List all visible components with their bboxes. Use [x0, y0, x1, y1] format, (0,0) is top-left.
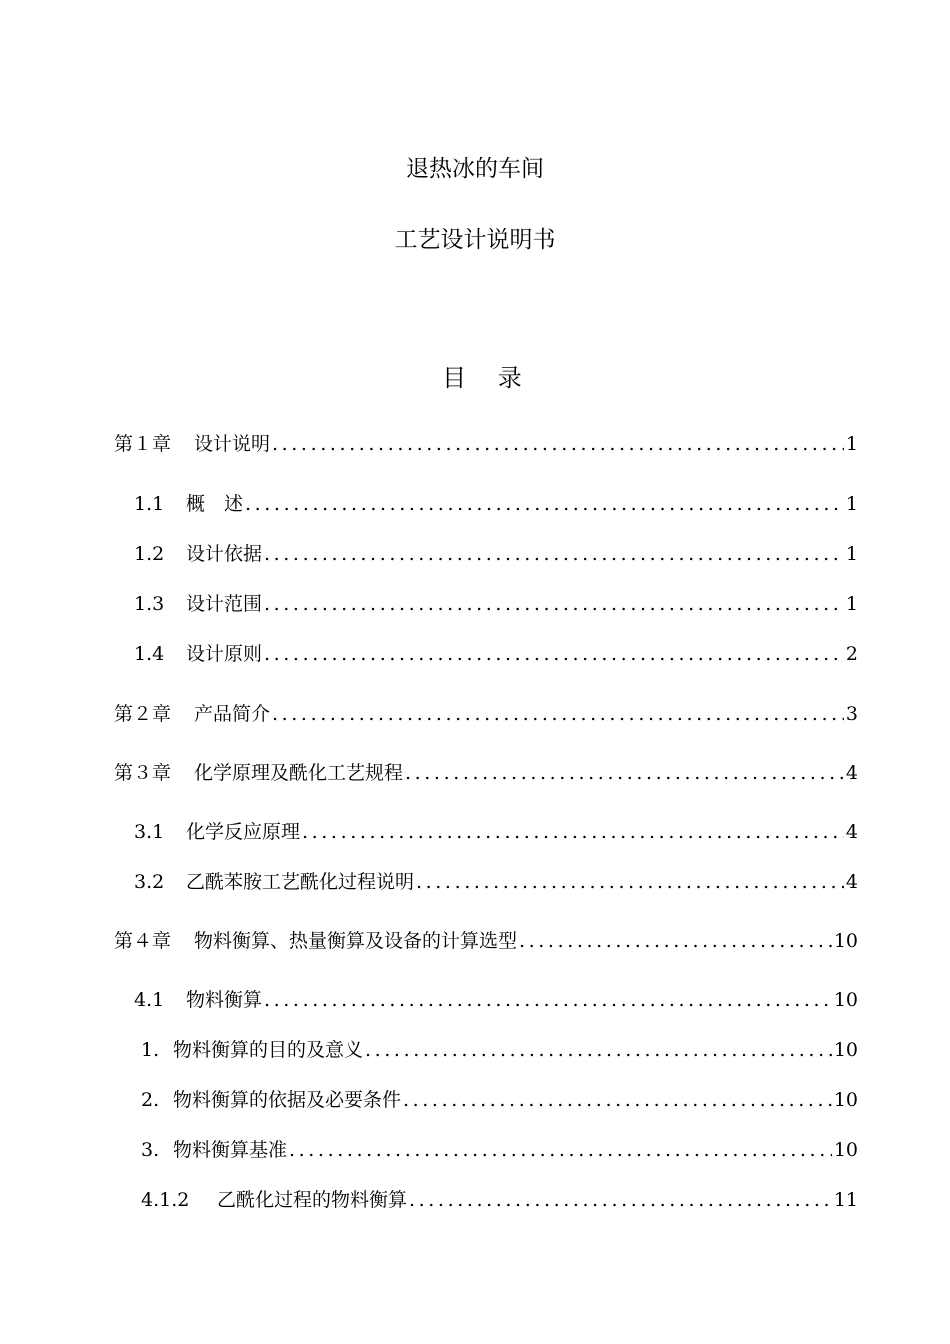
toc-entry-page: 10	[833, 1089, 858, 1111]
toc-entry[interactable]	[114, 759, 858, 787]
toc-dot-leader	[264, 986, 832, 1014]
toc-entry-page: 4	[845, 821, 858, 843]
toc-dot-leader	[409, 1186, 832, 1214]
toc-entry-title: 物料衡算	[186, 989, 263, 1011]
toc-entry-page: 1	[845, 433, 858, 455]
toc-entry[interactable]	[134, 986, 858, 1014]
toc-entry-title: 物料衡算的目的及意义	[173, 1039, 364, 1061]
toc-dot-leader	[264, 640, 844, 668]
toc-entry-title: 设计范围	[186, 593, 263, 615]
toc-entry-number: 4.1	[134, 989, 165, 1011]
toc-heading: 目 录	[442, 364, 534, 392]
toc-dot-leader	[416, 868, 844, 896]
toc-entry-number: 1.4	[134, 643, 165, 665]
toc-entry[interactable]	[141, 1086, 858, 1114]
toc-dot-leader	[245, 490, 844, 518]
toc-entry-number: 1.3	[134, 593, 165, 615]
toc-entry-page: 2	[845, 643, 858, 665]
toc-dot-leader	[264, 540, 844, 568]
toc-entry-number: 第３章	[114, 762, 172, 784]
toc-entry-number: 第２章	[114, 703, 172, 725]
toc-entry-page: 10	[833, 930, 858, 952]
toc-entry-title: 物料衡算、热量衡算及设备的计算选型	[194, 930, 518, 952]
toc-entry-number: 1.2	[134, 543, 165, 565]
toc-entry-page: 11	[833, 1189, 858, 1211]
toc-entry[interactable]	[141, 1036, 858, 1064]
toc-entry-page: 4	[845, 762, 858, 784]
toc-entry-page: 4	[845, 871, 858, 893]
toc-entry-title: 物料衡算的依据及必要条件	[173, 1089, 402, 1111]
toc-entry[interactable]	[114, 430, 858, 458]
toc-entry-title: 产品简介	[194, 703, 271, 725]
toc-entry[interactable]	[141, 1136, 858, 1164]
toc-entry-title: 乙酰化过程的物料衡算	[217, 1189, 408, 1211]
toc-entry-number: 3.1	[134, 821, 165, 843]
toc-entry-number: 4.1.2	[141, 1189, 190, 1211]
toc-entry-page: 10	[833, 989, 858, 1011]
toc-entry-page: 10	[833, 1139, 858, 1161]
toc-entry-number: 1.	[141, 1039, 160, 1061]
toc-dot-leader	[272, 700, 844, 728]
toc-entry[interactable]	[141, 1186, 858, 1214]
toc-entry[interactable]	[114, 700, 858, 728]
toc-entry[interactable]	[114, 927, 858, 955]
toc-entry-title: 设计说明	[194, 433, 271, 455]
toc-entry-number: 1.1	[134, 493, 165, 515]
toc-entry-number: 第１章	[114, 433, 172, 455]
toc-entry-number: 第４章	[114, 930, 172, 952]
toc-dot-leader	[403, 1086, 832, 1114]
toc-entry-title: 化学原理及酰化工艺规程	[194, 762, 404, 784]
toc-entry-page: 1	[845, 593, 858, 615]
toc-entry[interactable]	[134, 868, 858, 896]
toc-entry[interactable]	[134, 590, 858, 618]
toc-entry-page: 1	[845, 493, 858, 515]
toc-entry-page: 1	[845, 543, 858, 565]
toc-entry-title: 乙酰苯胺工艺酰化过程说明	[186, 871, 415, 893]
toc-entry[interactable]	[134, 490, 858, 518]
toc-entry-page: 10	[833, 1039, 858, 1061]
toc-entry-title: 设计原则	[186, 643, 263, 665]
toc-dot-leader	[405, 759, 844, 787]
document-title: 退热冰的车间	[406, 156, 544, 182]
toc-entry-number: 3.2	[134, 871, 165, 893]
toc-entry[interactable]	[134, 540, 858, 568]
toc-entry-number: 2.	[141, 1089, 160, 1111]
toc-entry-page: 3	[845, 703, 858, 725]
toc-entry[interactable]	[134, 818, 858, 846]
document-subtitle: 工艺设计说明书	[394, 227, 556, 253]
toc-entry-title: 设计依据	[186, 543, 263, 565]
toc-dot-leader	[519, 927, 832, 955]
toc-dot-leader	[289, 1136, 832, 1164]
toc-entry-title: 物料衡算基准	[173, 1139, 288, 1161]
toc-dot-leader	[302, 818, 844, 846]
toc-entry-number: 3.	[141, 1139, 160, 1161]
toc-entry[interactable]	[134, 640, 858, 668]
toc-dot-leader	[272, 430, 844, 458]
toc-dot-leader	[365, 1036, 832, 1064]
toc-dot-leader	[264, 590, 844, 618]
toc-entry-title: 概 述	[186, 493, 244, 515]
toc-entry-title: 化学反应原理	[186, 821, 301, 843]
